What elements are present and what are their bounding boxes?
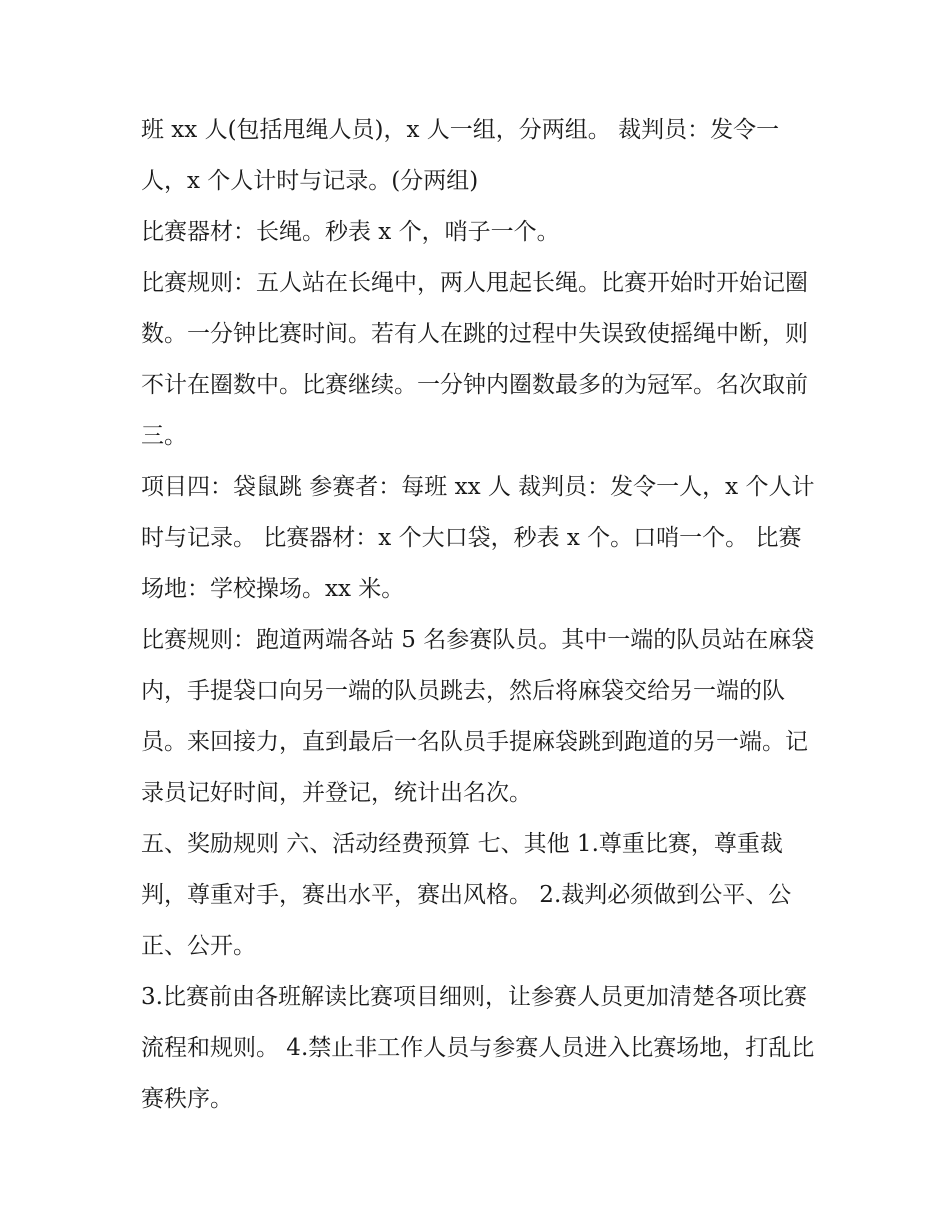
paragraph-event-kangaroo-jump: 项目四：袋鼠跳 参赛者：每班 xx 人 裁判员：发令一人，x 个人计时与记录。 比赛器材：x 个大口袋，秒表 x 个。口哨一个。 比赛场地：学校操场。xx 米。 xyxy=(141,474,815,602)
paragraph-awards-budget-other: 五、奖励规则 六、活动经费预算 七、其他 1.尊重比赛，尊重裁判，尊重对手，赛出水平，赛出风格。 2.裁判必须做到公平、公正、公开。 xyxy=(141,831,792,959)
paragraph-equipment-rope: 比赛器材：长绳。秒表 x 个，哨子一个。 xyxy=(141,219,560,245)
paragraph-rules-rope: 比赛规则：五人站在长绳中，两人甩起长绳。比赛开始时开始记圈数。一分钟比赛时间。若有人在跳的过程中失误致使摇绳中断，则不计在圈数中。比赛继续。一分钟内圈数最多的为冠军。名次取前三。 xyxy=(141,270,808,449)
paragraph-notes: 3.比赛前由各班解读比赛项目细则，让参赛人员更加清楚各项比赛流程和规则。 4.禁止非工作人员与参赛人员进入比赛场地，打乱比赛秩序。 xyxy=(141,984,815,1112)
paragraph-team-grouping: 班 xx 人(包括甩绳人员)，x 人一组，分两组。 裁判员：发令一人，x 个人计时与记录。(分两组) xyxy=(141,117,780,194)
paragraph-rules-kangaroo-jump: 比赛规则：跑道两端各站 5 名参赛队员。其中一端的队员站在麻袋内，手提袋口向另一端的队员跳去，然后将麻袋交给另一端的队员。来回接力，直到最后一名队员手提麻袋跳到跑道的另一端。记录员记好时间，并登记，统计出名次。 xyxy=(141,627,815,806)
document-body xyxy=(141,105,821,1125)
